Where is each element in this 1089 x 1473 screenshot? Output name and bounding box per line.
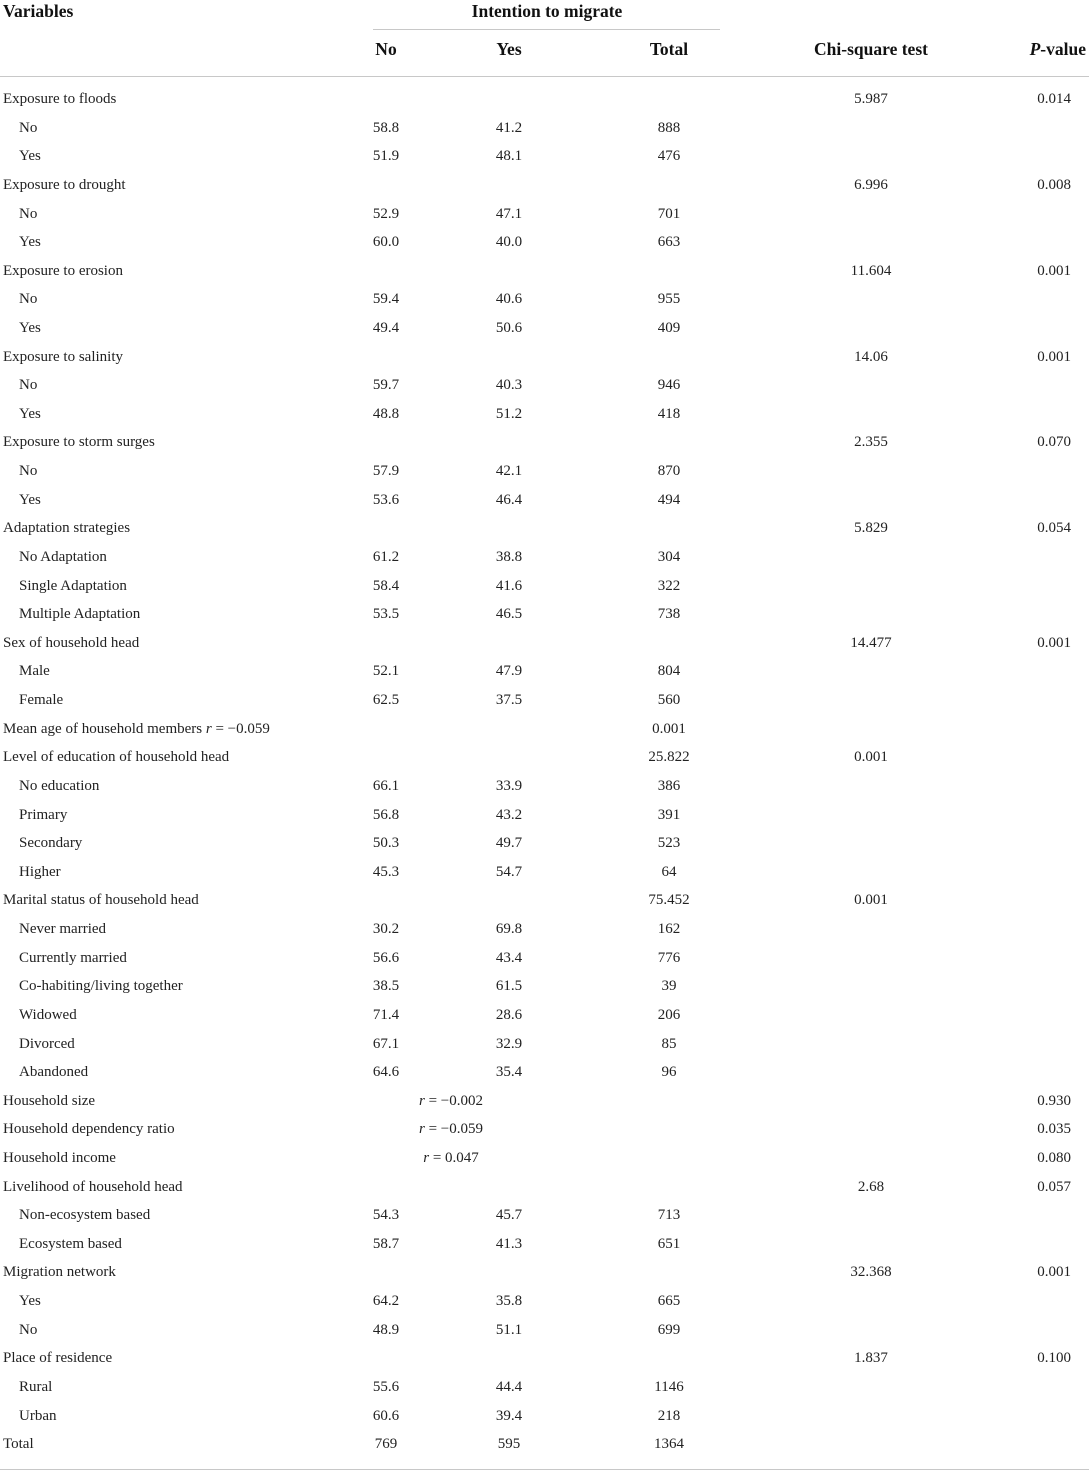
row-label: [3, 349, 123, 366]
row-label-text: Multiple Adaptation: [19, 606, 141, 623]
cell-yes: 46.5: [495, 606, 523, 623]
cell-no: 48.8: [372, 405, 400, 422]
table-row: [0, 1264, 1089, 1292]
cell-chi-square: 32.368: [850, 1264, 892, 1281]
cell-chi-square: 5.829: [854, 520, 888, 537]
table-row: [0, 1379, 1089, 1407]
cell-chi-square: 11.604: [850, 262, 892, 279]
row-label: [3, 1093, 95, 1110]
table-row: [0, 148, 1089, 176]
table-row: [0, 1121, 1089, 1149]
row-label: [3, 177, 125, 194]
row-label: [3, 892, 199, 909]
row-label: [19, 978, 183, 995]
row-label: [19, 1236, 122, 1253]
cell-no: 55.6: [372, 1378, 400, 1395]
cell-chi-square: 0.001: [854, 749, 888, 766]
table-row: [0, 1322, 1089, 1350]
row-label-text: No: [19, 377, 38, 394]
row-label-text: Currently married: [19, 949, 127, 966]
cell-total: 888: [657, 119, 681, 136]
row-label-text: Exposure to salinity: [3, 348, 123, 365]
cell-total: 409: [657, 320, 681, 336]
cell-chi-square: 0.001: [854, 892, 888, 909]
row-label: [19, 1379, 52, 1396]
table-row: [0, 1436, 1089, 1464]
row-label: [3, 1179, 183, 1196]
header-p-value: [1030, 39, 1086, 60]
row-label-text: Yes: [19, 491, 41, 508]
row-label-text: Total: [3, 1436, 34, 1453]
row-label: [19, 1207, 150, 1224]
row-label: [19, 492, 41, 509]
cell-no: 66.1: [372, 777, 400, 794]
row-label-text: No Adaptation: [19, 548, 107, 565]
table-row: [0, 1036, 1089, 1064]
cell-yes: 41.2: [495, 119, 523, 136]
table-row: [0, 1236, 1089, 1264]
row-label-text: Non-ecosystem based: [19, 1207, 151, 1224]
row-label-text: Secondary: [19, 835, 83, 852]
row-label: [3, 749, 229, 766]
cell-p-value: 0.035: [1037, 1121, 1071, 1138]
row-label: [19, 921, 106, 938]
cell-yes: 43.2: [495, 806, 523, 823]
cell-yes: 41.6: [495, 577, 523, 594]
cell-no: 54.3: [372, 1207, 400, 1224]
cell-total: 322: [657, 577, 681, 594]
cell-yes: 28.6: [495, 1006, 523, 1023]
cell-total: 946: [657, 377, 681, 394]
table-row: [0, 177, 1089, 205]
row-label: [19, 692, 63, 709]
cell-total: 96: [661, 1064, 677, 1081]
row-label: [19, 778, 99, 795]
cell-yes: 40.0: [495, 234, 523, 251]
cell-no: 50.3: [372, 835, 400, 852]
cell-total: 75.452: [648, 892, 690, 909]
cell-total: 162: [657, 921, 681, 937]
table-row: [0, 1064, 1089, 1092]
row-label: [3, 1121, 175, 1138]
table-row: [0, 91, 1089, 119]
cell-no: 56.6: [372, 949, 400, 966]
header-total: Total: [649, 39, 689, 59]
cell-no: 49.4: [372, 320, 400, 336]
row-label-text: No: [19, 463, 38, 480]
row-label: [19, 234, 41, 251]
table-row: [0, 807, 1089, 835]
row-label-text: Place of residence: [3, 1350, 113, 1367]
row-label-text: Higher: [19, 863, 61, 880]
table-row: [0, 950, 1089, 978]
cell-yes: 40.3: [495, 377, 523, 394]
row-label-text: Ecosystem based: [19, 1235, 122, 1252]
cell-total: 25.822: [648, 749, 690, 766]
cell-no: 60.6: [372, 1407, 400, 1424]
cell-total: 651: [657, 1235, 681, 1252]
row-label: [19, 1408, 57, 1425]
cell-yes: 44.4: [495, 1378, 523, 1395]
row-label: [19, 950, 127, 967]
row-label-text: Yes: [19, 405, 41, 422]
row-label: [19, 663, 50, 680]
row-label: [19, 1064, 88, 1081]
cell-chi-square: 6.996: [854, 176, 888, 193]
cell-p-value: 0.001: [1037, 1264, 1071, 1281]
table-row: [0, 692, 1089, 720]
header-p-suffix: -value: [1040, 39, 1086, 59]
row-label-text: Yes: [19, 1293, 41, 1309]
cell-total: 39: [661, 978, 677, 995]
cell-p-value: 0.080: [1037, 1149, 1071, 1166]
row-label: [3, 635, 139, 652]
cell-yes: 32.9: [495, 1035, 523, 1052]
cell-no: 71.4: [372, 1006, 400, 1023]
row-label: [19, 406, 41, 423]
cell-total: 701: [657, 205, 681, 222]
row-label: [3, 1264, 116, 1281]
table-row: [0, 120, 1089, 148]
cell-no: 58.8: [372, 119, 400, 136]
cell-total: 494: [657, 491, 681, 508]
table-row: [0, 835, 1089, 863]
cell-correlation: r = −0.002: [418, 1092, 484, 1109]
cell-total: 1364: [654, 1436, 684, 1453]
mid-r-value: −0.002: [440, 1092, 484, 1109]
row-label-text: Never married: [19, 921, 107, 937]
cell-no: 52.1: [372, 663, 400, 680]
table-row: [0, 549, 1089, 577]
row-label: [19, 148, 41, 165]
mid-r-value: 0.047: [445, 1149, 479, 1166]
header-p-italic: P: [1029, 39, 1041, 59]
cell-yes: 46.4: [495, 491, 523, 508]
row-label: [3, 1436, 34, 1453]
cell-chi-square: 5.987: [854, 91, 888, 107]
row-label: [19, 807, 67, 824]
row-label-text: Female: [19, 692, 64, 708]
cell-total: 206: [657, 1006, 681, 1023]
cell-total: 0.001: [652, 720, 686, 737]
cell-yes: 50.6: [495, 320, 523, 336]
header-chi-square-test: Chi-square test: [814, 39, 928, 59]
cell-no: 58.7: [372, 1235, 400, 1252]
cell-yes: 48.1: [495, 148, 523, 165]
table-row: [0, 263, 1089, 291]
cell-p-value: 0.930: [1037, 1092, 1071, 1109]
table-row: [0, 377, 1089, 405]
cell-total: 476: [657, 148, 681, 165]
cell-chi-square: 14.477: [850, 634, 892, 651]
row-label: [3, 1150, 116, 1167]
row-label: [19, 864, 61, 881]
cell-no: 53.5: [372, 606, 400, 623]
cell-no: 67.1: [372, 1035, 400, 1052]
table-row: [0, 921, 1089, 949]
cell-no: 64.2: [372, 1293, 400, 1309]
cell-yes: 35.4: [495, 1064, 523, 1081]
row-label-text: No: [19, 1321, 38, 1338]
row-label-text: Level of education of household head: [3, 749, 230, 766]
cell-total: 699: [657, 1321, 681, 1338]
row-label: [19, 320, 41, 337]
row-label: [19, 1007, 77, 1024]
row-label: [19, 578, 127, 595]
table-row: [0, 1007, 1089, 1035]
mid-r-value: −0.059: [440, 1121, 484, 1138]
table-row: [0, 434, 1089, 462]
cell-p-value: 0.057: [1037, 1178, 1071, 1195]
cell-no: 59.4: [372, 291, 400, 308]
cell-total: 523: [657, 835, 681, 852]
header-intention-to-migrate: Intention to migrate: [471, 1, 623, 21]
row-label: [3, 721, 270, 738]
cell-yes: 61.5: [495, 978, 523, 995]
row-label-text: No: [19, 119, 38, 136]
row-label-text: Male: [19, 663, 50, 680]
row-label-text: Sex of household head: [3, 634, 140, 651]
cell-yes: 33.9: [495, 777, 523, 794]
cell-p-value: 0.100: [1037, 1350, 1071, 1367]
table-row: [0, 1093, 1089, 1121]
table-row: [0, 892, 1089, 920]
cell-yes: 45.7: [495, 1207, 523, 1224]
row-label-text: Yes: [19, 320, 41, 336]
cell-total: 804: [657, 663, 681, 680]
table-row: [0, 663, 1089, 691]
row-label: [19, 206, 37, 223]
row-label: [3, 520, 130, 537]
cell-yes: 595: [497, 1436, 521, 1453]
header-variables: Variables: [3, 1, 74, 21]
cell-no: 769: [374, 1436, 398, 1453]
row-label-text: Divorced: [19, 1035, 75, 1052]
cell-chi-square: 1.837: [854, 1350, 888, 1367]
cell-yes: 42.1: [495, 463, 523, 480]
header-yes: Yes: [496, 39, 522, 59]
cell-no: 38.5: [372, 978, 400, 995]
table-row: [0, 635, 1089, 663]
row-label-text: Exposure to floods: [3, 91, 117, 107]
table-row: [0, 1179, 1089, 1207]
cell-no: 53.6: [372, 491, 400, 508]
row-label-text: Rural: [19, 1378, 53, 1395]
cell-p-value: 0.008: [1037, 176, 1071, 193]
cell-total: 560: [657, 692, 681, 708]
cell-total: 1146: [654, 1378, 684, 1395]
cell-yes: 51.2: [495, 405, 523, 422]
row-label: [19, 606, 140, 623]
row-label-text: Yes: [19, 148, 41, 165]
cell-total: 386: [657, 777, 681, 794]
cell-no: 56.8: [372, 806, 400, 823]
cell-total: 870: [657, 463, 681, 480]
table-row: [0, 749, 1089, 777]
cell-no: 64.6: [372, 1064, 400, 1081]
row-label-text: Livelihood of household head: [3, 1178, 183, 1195]
row-label-correlation: r = −0.059: [205, 720, 270, 737]
table-row: [0, 1150, 1089, 1178]
cell-no: 45.3: [372, 863, 400, 880]
row-label: [3, 91, 116, 108]
cell-total: 85: [661, 1035, 677, 1052]
cell-total: 418: [657, 405, 681, 422]
cell-yes: 43.4: [495, 949, 523, 966]
row-label: [19, 120, 37, 137]
row-label: [3, 434, 155, 451]
table-bottom-rule: [0, 1469, 1089, 1470]
row-label-text: Migration network: [3, 1264, 116, 1281]
cell-chi-square: 14.06: [854, 348, 888, 365]
cell-total: 955: [657, 291, 681, 308]
row-label-text: Exposure to storm surges: [3, 434, 155, 451]
cell-p-value: 0.001: [1037, 634, 1071, 651]
row-label: [19, 291, 37, 308]
table-row: [0, 463, 1089, 491]
row-label-text: Widowed: [19, 1006, 77, 1023]
cell-p-value: 0.070: [1037, 434, 1071, 451]
cell-p-value: 0.014: [1037, 91, 1071, 107]
cell-yes: 37.5: [495, 692, 523, 708]
row-label-text: Household size: [3, 1092, 96, 1109]
header-no: No: [375, 39, 397, 59]
cell-yes: 47.1: [495, 205, 523, 222]
row-label: [3, 1350, 112, 1367]
cell-correlation: r = −0.059: [418, 1121, 484, 1138]
table-row: [0, 864, 1089, 892]
row-label-text: Marital status of household head: [3, 892, 199, 909]
cell-correlation: r = 0.047: [423, 1149, 479, 1166]
cell-yes: 49.7: [495, 835, 523, 852]
row-label-text: No education: [19, 777, 100, 794]
row-label-text: Household dependency ratio: [3, 1121, 175, 1138]
cell-yes: 35.8: [495, 1293, 523, 1309]
cell-p-value: 0.054: [1037, 520, 1071, 537]
table-row: [0, 1350, 1089, 1378]
table-row: [0, 291, 1089, 319]
cell-no: 57.9: [372, 463, 400, 480]
cell-no: 48.9: [372, 1321, 400, 1338]
row-label-text: Yes: [19, 234, 41, 251]
cell-yes: 39.4: [495, 1407, 523, 1424]
cell-yes: 51.1: [495, 1321, 523, 1338]
header-bottom-rule: [0, 76, 1089, 77]
table-row: [0, 406, 1089, 434]
row-label-text: Co-habiting/living together: [19, 978, 183, 995]
cell-total: 665: [657, 1293, 681, 1309]
table-row: [0, 234, 1089, 262]
row-label-text: Household income: [3, 1149, 116, 1166]
row-label-text: No: [19, 205, 38, 222]
cell-total: 64: [661, 863, 677, 880]
row-label: [19, 835, 82, 852]
cell-no: 61.2: [372, 548, 400, 565]
label-r-value: −0.059: [227, 720, 270, 737]
row-label: [19, 377, 37, 394]
cell-yes: 38.8: [495, 548, 523, 565]
row-label-text: Single Adaptation: [19, 577, 127, 594]
cell-p-value: 0.001: [1037, 348, 1071, 365]
cell-p-value: 0.001: [1037, 262, 1071, 279]
row-label-text: Adaptation strategies: [3, 520, 131, 537]
table-row: [0, 206, 1089, 234]
cell-total: 663: [657, 234, 681, 251]
cell-yes: 41.3: [495, 1235, 523, 1252]
cell-total: 713: [657, 1207, 681, 1224]
row-label: [19, 1293, 41, 1310]
cell-total: 304: [657, 548, 681, 565]
cell-total: 218: [657, 1407, 681, 1424]
table-row: [0, 492, 1089, 520]
table-row: [0, 1207, 1089, 1235]
cell-no: 30.2: [372, 921, 400, 937]
row-label-text: No: [19, 291, 38, 308]
table-row: [0, 778, 1089, 806]
table-row: [0, 1408, 1089, 1436]
cell-no: 52.9: [372, 205, 400, 222]
row-label-text: Exposure to erosion: [3, 262, 123, 279]
row-label-text: Primary: [19, 806, 68, 823]
table-row: [0, 978, 1089, 1006]
cell-chi-square: 2.68: [857, 1178, 885, 1195]
cell-no: 62.5: [372, 692, 400, 708]
row-label: [19, 1036, 75, 1053]
row-label-text: Abandoned: [19, 1064, 89, 1081]
header-group-rule: [373, 29, 720, 30]
cell-yes: 69.8: [495, 921, 523, 937]
row-label-text: Mean age of household members: [3, 720, 203, 737]
row-label-text: Urban: [19, 1407, 57, 1424]
cell-total: 738: [657, 606, 681, 623]
table-row: [0, 349, 1089, 377]
cell-total: 391: [657, 806, 681, 823]
table-row: [0, 1293, 1089, 1321]
cell-yes: 47.9: [495, 663, 523, 680]
cell-yes: 54.7: [495, 863, 523, 880]
row-label: [19, 463, 37, 480]
table-row: [0, 520, 1089, 548]
cell-yes: 40.6: [495, 291, 523, 308]
row-label: [3, 263, 123, 280]
row-label: [19, 549, 107, 566]
table-row: [0, 578, 1089, 606]
cell-no: 51.9: [372, 148, 400, 165]
table-row: [0, 320, 1089, 348]
cell-total: 776: [657, 949, 681, 966]
row-label-text: Exposure to drought: [3, 176, 126, 193]
row-label: [19, 1322, 37, 1339]
cell-no: 58.4: [372, 577, 400, 594]
table-row: [0, 721, 1089, 749]
table-row: [0, 606, 1089, 634]
cell-chi-square: 2.355: [854, 434, 888, 451]
cell-no: 60.0: [372, 234, 400, 251]
cell-no: 59.7: [372, 377, 400, 394]
